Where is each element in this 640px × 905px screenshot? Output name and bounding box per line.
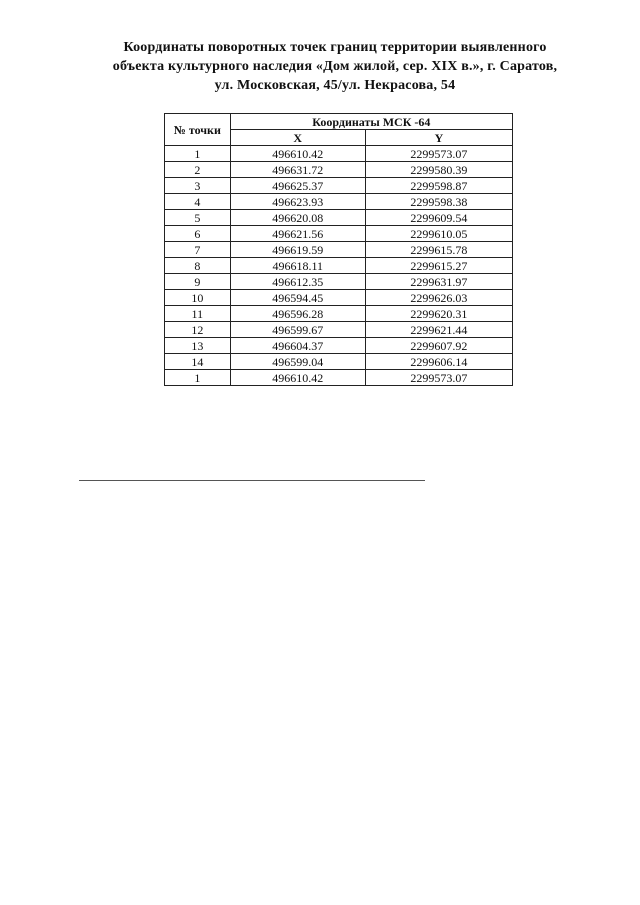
point-number-cell: 2 bbox=[165, 162, 231, 178]
x-cell: 496631.72 bbox=[230, 162, 365, 178]
table-body bbox=[165, 146, 513, 386]
y-cell: 2299598.87 bbox=[365, 178, 512, 194]
x-cell: 496594.45 bbox=[230, 290, 365, 306]
title-line-1: Координаты поворотных точек границ территории выявленного bbox=[123, 40, 547, 55]
table-row bbox=[165, 290, 513, 306]
y-cell: 2299620.31 bbox=[365, 306, 512, 322]
x-header: X bbox=[230, 130, 365, 146]
x-cell: 496599.67 bbox=[230, 322, 365, 338]
x-cell: 496620.08 bbox=[230, 210, 365, 226]
x-cell: 496596.28 bbox=[230, 306, 365, 322]
title-line-3: ул. Московская, 45/ул. Некрасова, 54 bbox=[214, 78, 456, 93]
y-cell: 2299610.05 bbox=[365, 226, 512, 242]
table-row bbox=[165, 306, 513, 322]
table-row bbox=[165, 322, 513, 338]
point-number-cell: 11 bbox=[165, 306, 231, 322]
table-row bbox=[165, 354, 513, 370]
x-cell: 496625.37 bbox=[230, 178, 365, 194]
point-number-cell: 10 bbox=[165, 290, 231, 306]
y-header: Y bbox=[365, 130, 512, 146]
table-row bbox=[165, 194, 513, 210]
table-row bbox=[165, 146, 513, 162]
point-number-cell: 14 bbox=[165, 354, 231, 370]
y-cell: 2299626.03 bbox=[365, 290, 512, 306]
point-number-cell: 8 bbox=[165, 258, 231, 274]
y-cell: 2299615.78 bbox=[365, 242, 512, 258]
y-cell: 2299606.14 bbox=[365, 354, 512, 370]
y-cell: 2299573.07 bbox=[365, 146, 512, 162]
table-row bbox=[165, 242, 513, 258]
point-number-cell: 5 bbox=[165, 210, 231, 226]
table-row bbox=[165, 258, 513, 274]
x-cell: 496618.11 bbox=[230, 258, 365, 274]
y-cell: 2299615.27 bbox=[365, 258, 512, 274]
x-cell: 496610.42 bbox=[230, 146, 365, 162]
table-row bbox=[165, 210, 513, 226]
point-number-header: № точки bbox=[165, 114, 231, 146]
coordinates-header: Координаты МСК -64 bbox=[230, 114, 512, 130]
point-number-cell: 9 bbox=[165, 274, 231, 290]
y-cell: 2299598.38 bbox=[365, 194, 512, 210]
x-cell: 496599.04 bbox=[230, 354, 365, 370]
point-number-cell: 1 bbox=[165, 370, 231, 386]
point-number-cell: 13 bbox=[165, 338, 231, 354]
y-cell: 2299573.07 bbox=[365, 370, 512, 386]
y-cell: 2299621.44 bbox=[365, 322, 512, 338]
y-cell: 2299580.39 bbox=[365, 162, 512, 178]
point-number-cell: 12 bbox=[165, 322, 231, 338]
x-cell: 496621.56 bbox=[230, 226, 365, 242]
x-cell: 496612.35 bbox=[230, 274, 365, 290]
point-number-cell: 1 bbox=[165, 146, 231, 162]
x-cell: 496623.93 bbox=[230, 194, 365, 210]
point-number-cell: 4 bbox=[165, 194, 231, 210]
table-row bbox=[165, 274, 513, 290]
table-row bbox=[165, 338, 513, 354]
table-row bbox=[165, 162, 513, 178]
y-cell: 2299631.97 bbox=[365, 274, 512, 290]
x-cell: 496619.59 bbox=[230, 242, 365, 258]
y-cell: 2299609.54 bbox=[365, 210, 512, 226]
point-number-cell: 6 bbox=[165, 226, 231, 242]
table-row bbox=[165, 226, 513, 242]
point-number-cell: 3 bbox=[165, 178, 231, 194]
coordinates-table bbox=[164, 113, 513, 386]
y-cell: 2299607.92 bbox=[365, 338, 512, 354]
title-line-2: объекта культурного наследия «Дом жилой, сер. XIX в.», г. Саратов, bbox=[112, 59, 558, 74]
point-number-cell: 7 bbox=[165, 242, 231, 258]
table-row bbox=[165, 370, 513, 386]
x-cell: 496604.37 bbox=[230, 338, 365, 354]
table-row bbox=[165, 178, 513, 194]
document-title bbox=[90, 38, 580, 95]
x-cell: 496610.42 bbox=[230, 370, 365, 386]
divider-line bbox=[79, 480, 425, 481]
